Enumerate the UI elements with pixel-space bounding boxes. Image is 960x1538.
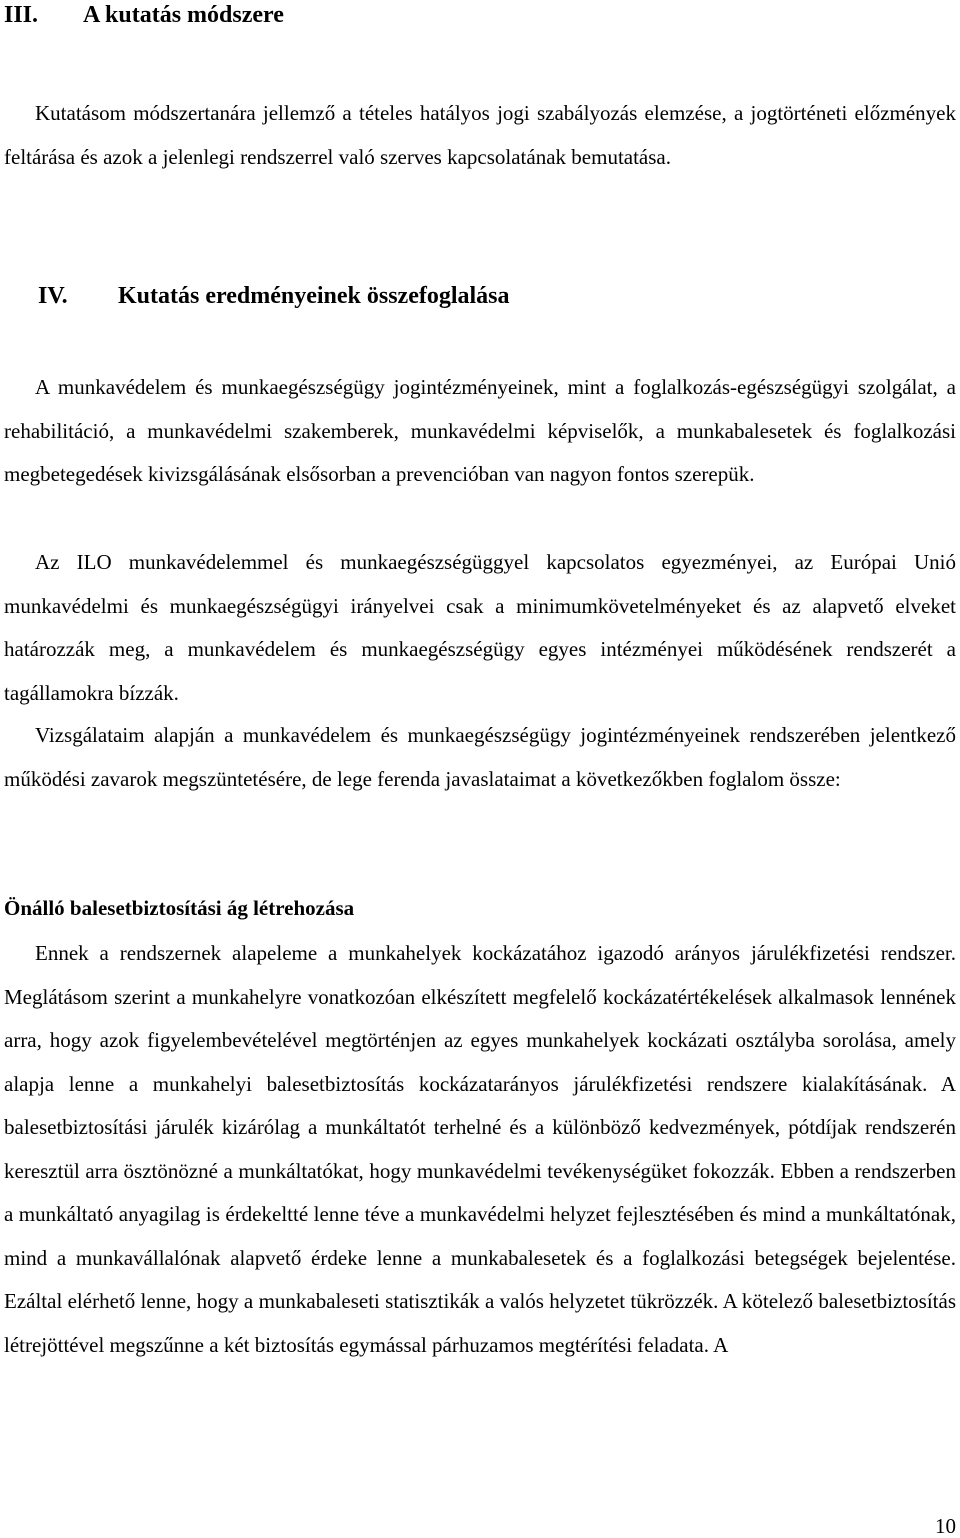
section-number: IV. (38, 283, 68, 309)
subsection-paragraph: Ennek a rendszernek alapeleme a munkahelyek kockázatához igazodó arányos járulékfizetési rendszer. Meglátásom szerint a munkahelyre vonatkozóan elkészített megfelelő kockázatértékelések alkalmasok lennének arra, hogy azok figyelembevételével megtörténjen az egyes munkahelyek kockázati osztályba sorolása, amely alapja lenne a munkahelyi balesetbiztosítás kockázatarányos járulékfizetési rendszere kialakításának. A balesetbiztosítási járulék kizárólag a munkáltatót terhelné és a különböző kedvezmények, pótdíjak rendszerén keresztül arra ösztönözné a munkáltatókat, hogy munkavédelmi tevékenységüket fokozzák. Ebben a rendszerben a munkáltató anyagilag is érdekeltté lenne téve a munkavédelmi helyzet fejlesztésében és mind a munkáltatónak, mind a munkavállalónak alapvető érdeke lenne a munkabalesetek és a foglalkozási betegségek bejelentése. Ezáltal elérhető lenne, hogy a munkabaleseti statisztikák a valós helyzetet tükrözzék. A kötelező balesetbiztosítás létrejöttével megszűnne a két biztosítás egymással párhuzamos megtérítési feladata. A (4, 941, 956, 1357)
section-heading-methodology (4, 0, 284, 30)
results-paragraph: Az ILO munkavédelemmel és munkaegészségüggyel kapcsolatos egyezményei, az Európai Unió munkavédelmi és munkaegészségügyi irányelvei csak a minimumkövetelményeket és az alapvető elveket határozzák meg, a munkavédelem és munkaegészségügy egyes intézményei működésének rendszerét a tagállamokra bízzák. (4, 550, 956, 705)
methodology-paragraph: Kutatásom módszertanára jellemző a tételes hatályos jogi szabályozás elemzése, a jogtörténeti előzmények feltárása és azok a jelenlegi rendszerrel való szerves kapcsolatának bemutatása. (4, 101, 956, 169)
section-number: III. (4, 2, 39, 28)
results-paragraph: Vizsgálataim alapján a munkavédelem és munkaegészségügy jogintézményeinek rendszerében jelentkező működési zavarok megszüntetésére, de lege ferenda javaslataimat a következőkben foglalom össze: (4, 723, 956, 791)
section-heading-results (38, 281, 510, 311)
results-paragraph: A munkavédelem és munkaegészségügy jogintézményeinek, mint a foglalkozás-egészségügyi szolgálat, a rehabilitáció, a munkavédelmi szakemberek, munkavédelmi képviselők, a munkabalesetek és foglalkozási megbetegedések kivizsgálásának elsősorban a prevencióban van nagyon fontos szerepük. (4, 375, 956, 487)
subsection-heading: Önálló balesetbiztosítási ág létrehozása (4, 896, 355, 920)
section-title: Kutatás eredményeinek összefoglalása (118, 283, 510, 309)
page-number: 10 (935, 1514, 956, 1538)
section-title: A kutatás módszere (83, 2, 284, 28)
